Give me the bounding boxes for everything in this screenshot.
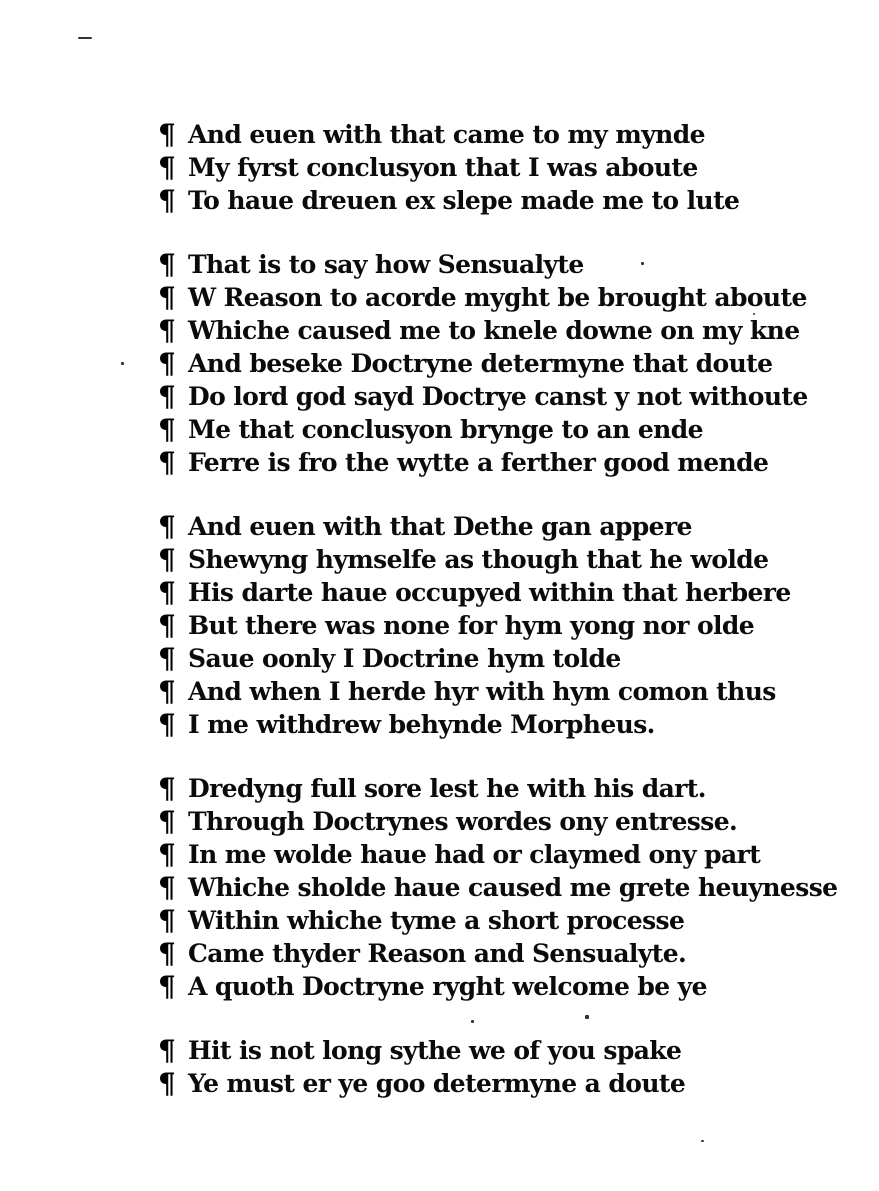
scan-speck (753, 313, 755, 315)
paragraph-mark: ¶ (158, 151, 176, 184)
verse-line-text: Through Doctrynes wordes ony entresse. (188, 807, 738, 836)
paragraph-mark: ¶ (158, 1067, 176, 1100)
paragraph-mark: ¶ (158, 281, 176, 314)
verse-line-text: Within whiche tyme a short processe (188, 906, 685, 935)
verse-line-text: And euen with that Dethe gan appere (188, 512, 692, 541)
scan-speck (471, 1020, 474, 1023)
paragraph-mark: ¶ (158, 446, 176, 479)
verse-line (158, 970, 778, 1003)
verse-line-text: Me that conclusyon brynge to an ende (188, 415, 703, 444)
paragraph-mark: ¶ (158, 1034, 176, 1067)
verse-line (158, 609, 778, 642)
paragraph-mark: ¶ (158, 642, 176, 675)
paragraph-mark: ¶ (158, 347, 176, 380)
verse-line-text: W Reason to acorde myght be brought aboute (188, 283, 807, 312)
paragraph-mark: ¶ (158, 805, 176, 838)
verse-line-text: Saue oonly I Doctrine hym tolde (188, 644, 621, 673)
verse-line-text: And euen with that came to my mynde (188, 120, 705, 149)
verse-line (158, 675, 778, 708)
verse-line (158, 1034, 778, 1067)
verse-line (158, 151, 778, 184)
verse-line-text: Shewyng hymselfe as though that he wolde (188, 545, 769, 574)
verse-line-text: And beseke Doctryne determyne that doute (188, 349, 773, 378)
paragraph-mark: ¶ (158, 248, 176, 281)
paragraph-mark: ¶ (158, 871, 176, 904)
verse-line (158, 838, 778, 871)
verse-line-text: I me withdrew behynde Morpheus. (188, 710, 655, 739)
stanza (158, 118, 778, 217)
stanza (158, 1034, 778, 1100)
paragraph-mark: ¶ (158, 675, 176, 708)
verse-line (158, 118, 778, 151)
scan-speck (641, 262, 644, 265)
verse-line-text: Do lord god sayd Doctrye canst y not withoute (188, 382, 808, 411)
verse-line (158, 708, 778, 741)
paragraph-mark: ¶ (158, 314, 176, 347)
verse-text-block (158, 118, 838, 1131)
scan-speck (121, 362, 124, 365)
verse-line-text: Hit is not long sythe we of you spake (188, 1036, 682, 1065)
verse-line (158, 772, 778, 805)
paragraph-mark: ¶ (158, 937, 176, 970)
verse-line-text: That is to say how Sensualyte (188, 250, 584, 279)
paragraph-mark: ¶ (158, 543, 176, 576)
verse-line (158, 805, 778, 838)
verse-line (158, 576, 791, 609)
verse-line (158, 446, 778, 479)
verse-line (158, 413, 778, 446)
stanza (158, 248, 808, 479)
verse-line (158, 642, 778, 675)
scan-speck (585, 1015, 589, 1019)
verse-line (158, 281, 807, 314)
stanza (158, 772, 838, 1003)
verse-line-text: Ferre is fro the wytte a ferther good mende (188, 448, 769, 477)
verse-line-text: To haue dreuen ex slepe made me to lute (188, 186, 740, 215)
paragraph-mark: ¶ (158, 413, 176, 446)
paragraph-mark: ¶ (158, 838, 176, 871)
paragraph-mark: ¶ (158, 772, 176, 805)
verse-line-text: His darte haue occupyed within that herbere (188, 578, 791, 607)
paragraph-mark: ¶ (158, 970, 176, 1003)
verse-line (158, 347, 778, 380)
paragraph-mark: ¶ (158, 118, 176, 151)
verse-line-text: Whiche caused me to knele downe on my kne (188, 316, 800, 345)
paragraph-mark: ¶ (158, 576, 176, 609)
verse-line-text: In me wolde haue had or claymed ony part (188, 840, 761, 869)
verse-line (158, 184, 778, 217)
verse-line (158, 510, 778, 543)
verse-line-text: But there was none for hym yong nor olde (188, 611, 755, 640)
verse-line (158, 314, 800, 347)
paragraph-mark: ¶ (158, 510, 176, 543)
verse-line (158, 904, 778, 937)
verse-line-text: A quoth Doctryne ryght welcome be ye (188, 972, 707, 1001)
paragraph-mark: ¶ (158, 380, 176, 413)
verse-line-text: Ye must er ye goo determyne a doute (188, 1069, 686, 1098)
verse-line (158, 543, 778, 576)
verse-line-text: And when I herde hyr with hym comon thus (188, 677, 776, 706)
verse-line (158, 871, 838, 904)
paragraph-mark: ¶ (158, 184, 176, 217)
verse-line (158, 1067, 778, 1100)
paragraph-mark: ¶ (158, 609, 176, 642)
verse-line (158, 937, 778, 970)
scan-speck (78, 37, 92, 39)
verse-line-text: Whiche sholde haue caused me grete heuynesse (188, 873, 838, 902)
stanza (158, 510, 791, 741)
paragraph-mark: ¶ (158, 904, 176, 937)
scan-speck (701, 1140, 704, 1142)
verse-line-text: Dredyng full sore lest he with his dart. (188, 774, 706, 803)
verse-line (158, 248, 778, 281)
paragraph-mark: ¶ (158, 708, 176, 741)
verse-line-text: My fyrst conclusyon that I was aboute (188, 153, 698, 182)
verse-line (158, 380, 808, 413)
verse-line-text: Came thyder Reason and Sensualyte. (188, 939, 687, 968)
